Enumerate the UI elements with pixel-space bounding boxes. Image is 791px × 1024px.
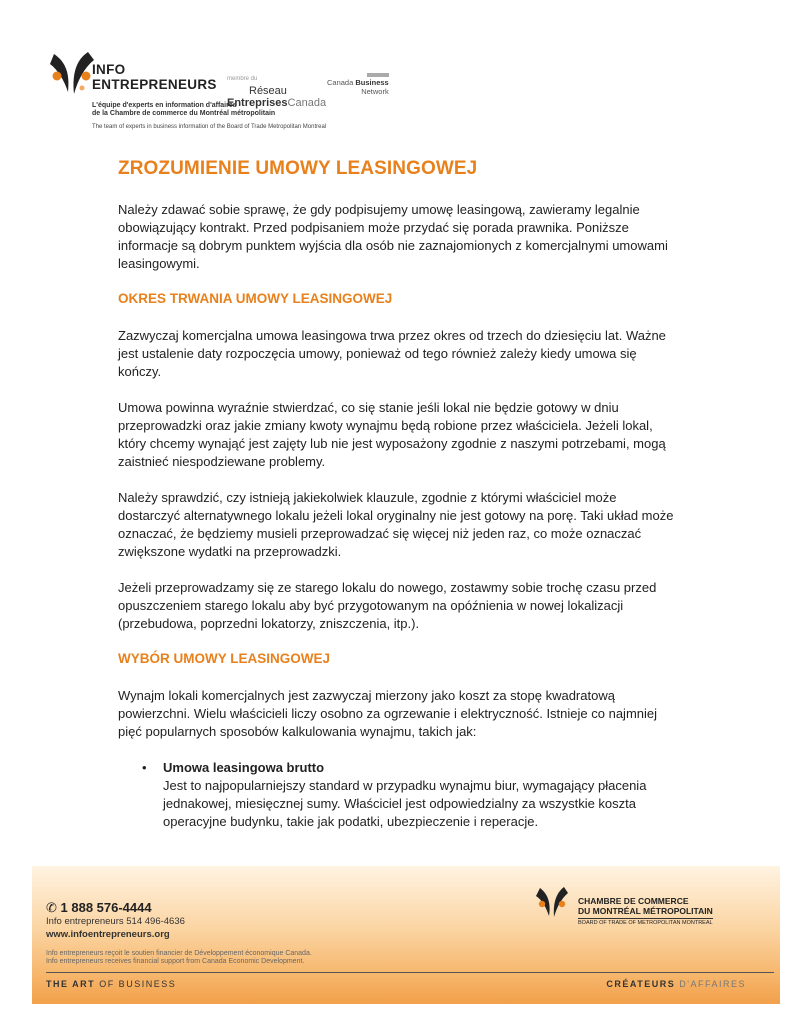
reseau-line-2-grey: Canada	[287, 97, 327, 109]
list-item-text: Jest to najpopularniejszy standard w przypadku wynajmu biur, wymagający płacenia jednakowej, miesięcznej sumy. Właściciel jest odpowiedzialny za wszystkie koszta operacyjne budynku, takie jak podatki, ubezpieczenie i reperacje.	[163, 778, 647, 829]
art-of-business-tagline	[46, 979, 176, 989]
createurs-rest: D'AFFAIRES	[679, 979, 746, 989]
document-body	[118, 158, 678, 831]
letterhead	[44, 46, 404, 136]
lease-term-paragraph-3: Należy sprawdzić, czy istnieją jakiekolwiek klauzule, zgodnie z którymi właściciel może dostarczyć alternatywnego lokalu jeżeli lokal oryginalny nie jest gotowy na porę. Taki układ może oznaczać, że będziemy musieli przeprowadzać się więcej niż jeden raz, co może oznaczać zwiększone wydatki na przeprowadzki.	[118, 490, 674, 559]
funding-note-fr: Info entrepreneurs reçoit le soutien financier de Développement économique Canada.	[46, 950, 312, 957]
tagline-fr-line-2: de la Chambre de commerce du Montréal métropolitain	[92, 110, 276, 117]
cbn-line-1-bold: Business	[355, 78, 389, 87]
list-item	[118, 759, 678, 831]
art-rest: OF BUSINESS	[99, 979, 177, 989]
reseau-member-label: membre du	[227, 76, 258, 82]
section-heading-lease-term: OKRES TRWANIA UMOWY LEASINGOWEJ	[118, 291, 393, 306]
createurs-tagline	[606, 979, 746, 989]
tagline-french	[92, 102, 352, 118]
tagline-fr-line-1: L'équipe d'experts en information d'affaires	[92, 102, 237, 109]
chamber-line-1: CHAMBRE DE COMMERCE	[578, 896, 689, 906]
info-entrepreneurs-logo-icon	[46, 48, 96, 98]
phone-icon: ✆	[46, 900, 61, 915]
toll-free-phone	[46, 900, 152, 916]
intro-paragraph: Należy zdawać sobie sprawę, że gdy podpisujemy umowę leasingową, zawieramy legalnie obowiązujący kontrakt. Przed podpisaniem może przydać się porada prawnika. Poniższe informacje są dobrym punktem wyjścia dla osób nie zaznajomionych z komercjalnymi umowami leasingowymi.	[118, 202, 668, 271]
lease-term-paragraph-2: Umowa powinna wyraźnie stwierdzać, co się stanie jeśli lokal nie będzie gotowy w dniu przeprowadzki oraz jakie zmiany kwoty wynajmu będą robione przez właściciela. Jeżeli lokal, który chcemy wynająć jest zajęty lub nie jest wyposażony zgodnie z naszymi potrzebami, mogą zaistnieć niespodziewane problemy.	[118, 400, 666, 469]
brand-line-2: ENTREPRENEURS	[92, 77, 217, 92]
lease-term-paragraph-4: Jeżeli przeprowadzamy się ze starego lokalu do nowego, zostawmy sobie trochę czasu przed opuszczeniem starego lokalu aby być przygotowanym na opóźnienia w nowej lokalizacji (przebudowa, poprzedni lokatorzy, zniszczenia, itp.).	[118, 580, 657, 631]
lease-term-paragraph-1: Zazwyczaj komercjalna umowa leasingowa trwa przez okres od trzech do dziesięciu lat. Ważne jest ustalenie daty rozpoczęcia umowy, ponieważ od tego również zależy kiedy umowa się kończy.	[118, 328, 666, 379]
cbn-line-1: Canada	[327, 78, 354, 87]
local-phone: Info entrepreneurs 514 496-4636	[46, 916, 185, 927]
section-heading-lease-choice: WYBÓR UMOWY LEASINGOWEJ	[118, 651, 331, 666]
chamber-of-commerce-logo	[534, 884, 774, 944]
page-title: ZROZUMIENIE UMOWY LEASINGOWEJ	[118, 158, 478, 179]
phone-number: 1 888 576-4444	[60, 900, 152, 915]
page-footer	[32, 866, 780, 1004]
chamber-logo-icon	[534, 884, 570, 920]
brand-line-1: INFO	[92, 62, 126, 77]
reseau-line-2-bold: Entreprises	[227, 97, 288, 109]
lease-types-list	[118, 759, 678, 831]
cbn-bar-icon	[367, 73, 389, 77]
funding-note-en: Info entrepreneurs receives financial support from Canada Economic Development.	[46, 958, 305, 965]
bullet-icon: •	[142, 760, 147, 775]
website-link[interactable]: www.infoentrepreneurs.org	[46, 929, 170, 940]
createurs-bold: CRÉATEURS	[606, 979, 676, 989]
reseau-line-1: Réseau	[249, 85, 287, 97]
lease-choice-paragraph-1: Wynajm lokali komercjalnych jest zazwyczaj mierzony jako koszt za stopę kwadratową powierzchni. Wielu właścicieli liczy osobno za ogrzewanie i elektryczność. Istnieje co najmniej pięć popularnych sposobów kalkulowania wynajmu, takich jak:	[118, 688, 658, 739]
tagline-english: The team of experts in business information of the Board of Trade Metropolitan Montreal	[92, 124, 327, 130]
list-item-title: Umowa leasingowa brutto	[163, 760, 325, 775]
canada-business-network-logo	[327, 73, 389, 96]
chamber-line-2: DU MONTRÉAL MÉTROPOLITAIN	[578, 906, 713, 916]
art-bold: THE ART	[46, 979, 96, 989]
chamber-line-3: BOARD OF TRADE OF METROPOLITAN MONTREAL	[578, 920, 713, 926]
cbn-line-2: Network	[361, 86, 389, 96]
footer-divider	[46, 972, 774, 973]
brand-name	[92, 62, 217, 92]
